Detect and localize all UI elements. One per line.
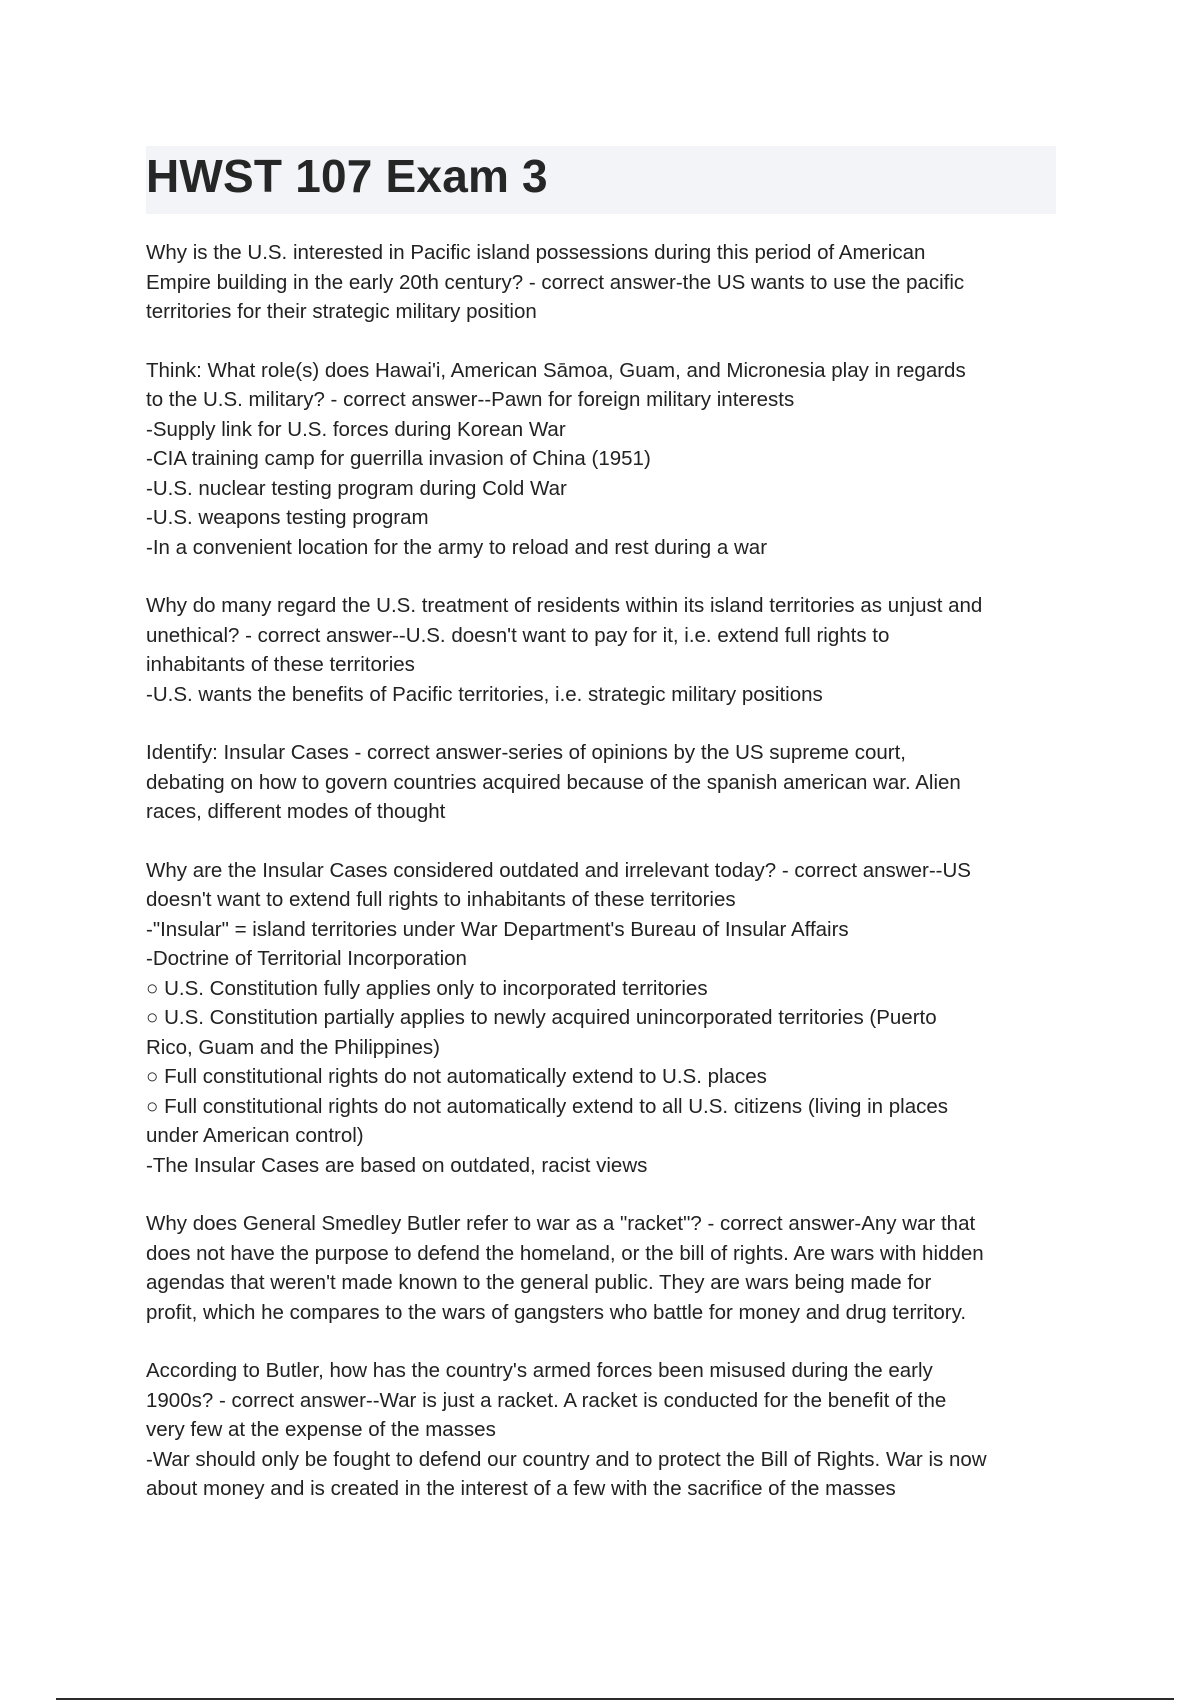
text-line: territories for their strategic military position: [146, 300, 537, 323]
text-line: Identify: Insular Cases - correct answer-series of opinions by the US supreme court,: [146, 741, 906, 764]
text-line: ○ U.S. Constitution partially applies to newly acquired unincorporated territories (Puerto: [146, 1006, 937, 1029]
text-line: agendas that weren't made known to the general public. They are wars being made for: [146, 1271, 932, 1294]
text-line: -Supply link for U.S. forces during Korean War: [146, 417, 566, 441]
text-line: very few at the expense of the masses: [146, 1418, 496, 1441]
text-line: According to Butler, how has the country's armed forces been misused during the early: [146, 1359, 933, 1382]
text-line: Empire building in the early 20th century? - correct answer-the US wants to use the pacific: [146, 270, 965, 294]
qa-item: [146, 238, 1066, 327]
text-line: -U.S. nuclear testing program during Cold War: [146, 476, 567, 500]
text-line: Think: What role(s) does Hawai'i, American Sāmoa, Guam, and Micronesia play in regards: [146, 358, 966, 382]
qa-list: [146, 238, 1066, 1533]
text-line: does not have the purpose to defend the homeland, or the bill of rights. Are wars with hidden: [146, 1241, 984, 1265]
text-line: -Doctrine of Territorial Incorporation: [146, 947, 467, 970]
page-title: HWST 107 Exam 3: [146, 150, 548, 202]
text-line: Why is the U.S. interested in Pacific island possessions during this period of American: [146, 241, 926, 264]
text-line: to the U.S. military? - correct answer--Pawn for foreign military interests: [146, 388, 795, 411]
qa-item: [146, 738, 1066, 827]
qa-item: [146, 1356, 1066, 1504]
text-line: ○ Full constitutional rights do not automatically extend to U.S. places: [146, 1065, 767, 1088]
qa-item: [146, 1209, 1066, 1327]
text-line: -"Insular" = island territories under War Department's Bureau of Insular Affairs: [146, 917, 849, 941]
text-line: -U.S. weapons testing program: [146, 506, 429, 529]
text-line: -In a convenient location for the army to reload and rest during a war: [146, 535, 768, 559]
text-line: Rico, Guam and the Philippines): [146, 1035, 440, 1059]
text-line: Why are the Insular Cases considered outdated and irrelevant today? - correct answer--US: [146, 858, 971, 882]
qa-item: [146, 591, 1066, 709]
text-line: -CIA training camp for guerrilla invasion of China (1951): [146, 447, 651, 470]
text-line: -The Insular Cases are based on outdated, racist views: [146, 1153, 648, 1177]
text-line: races, different modes of thought: [146, 800, 446, 823]
text-line: Why does General Smedley Butler refer to war as a "racket"? - correct answer-Any war that: [146, 1212, 976, 1235]
text-line: -War should only be fought to defend our country and to protect the Bill of Rights. War is now: [146, 1447, 987, 1471]
text-line: about money and is created in the interest of a few with the sacrifice of the masses: [146, 1477, 896, 1500]
text-line: -U.S. wants the benefits of Pacific territories, i.e. strategic military positions: [146, 682, 823, 706]
text-line: 1900s? - correct answer--War is just a racket. A racket is conducted for the benefit of the: [146, 1388, 947, 1412]
qa-item: [146, 356, 1066, 563]
text-line: doesn't want to extend full rights to inhabitants of these territories: [146, 888, 736, 911]
text-line: debating on how to govern countries acquired because of the spanish american war. Alien: [146, 770, 961, 794]
text-line: Why do many regard the U.S. treatment of residents within its island territories as unjust and: [146, 594, 983, 617]
text-line: ○ Full constitutional rights do not automatically extend to all U.S. citizens (living in places: [146, 1094, 949, 1118]
text-line: ○ U.S. Constitution fully applies only to incorporated territories: [146, 976, 708, 1000]
text-line: under American control): [146, 1124, 364, 1147]
qa-item: [146, 856, 1066, 1181]
text-line: inhabitants of these territories: [146, 653, 415, 676]
text-line: profit, which he compares to the wars of gangsters who battle for money and drug territory.: [146, 1300, 967, 1324]
text-line: unethical? - correct answer--U.S. doesn't want to pay for it, i.e. extend full rights to: [146, 623, 890, 647]
